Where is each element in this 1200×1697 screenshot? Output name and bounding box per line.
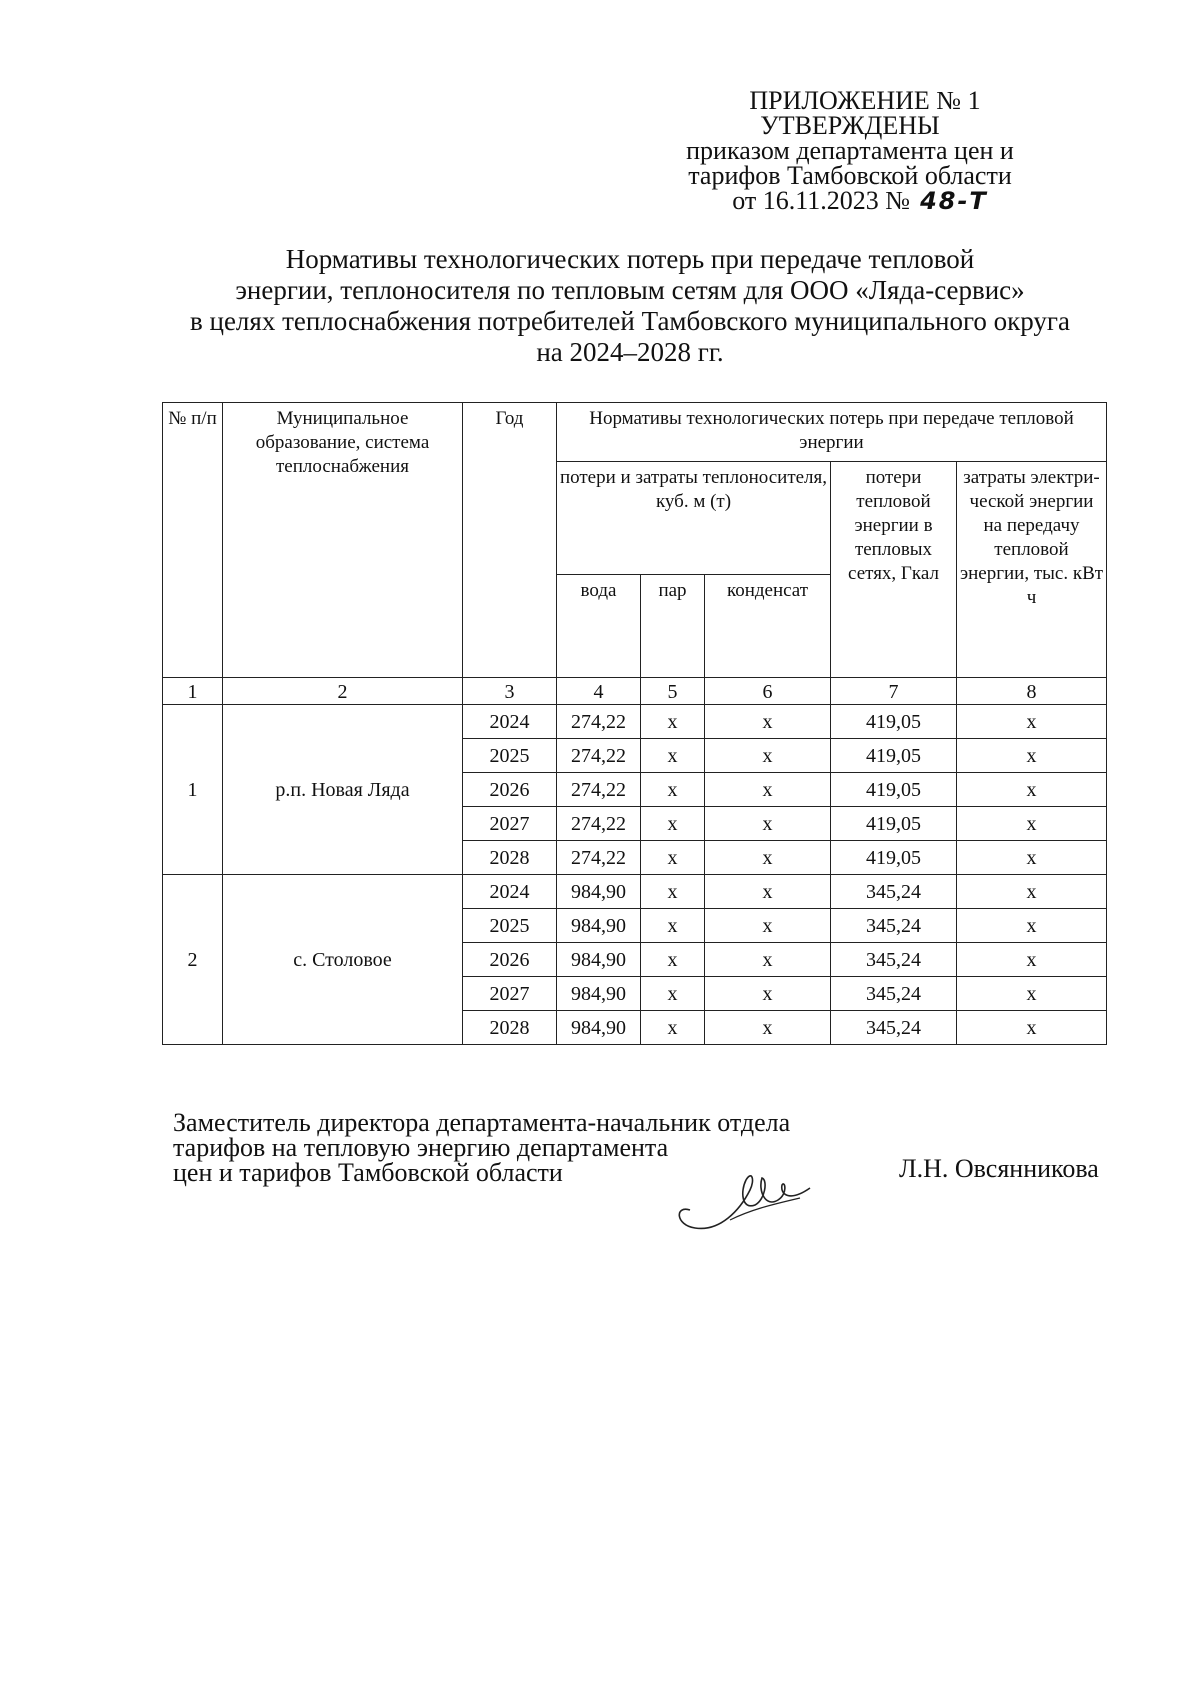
water-cell: 984,90 <box>557 943 641 977</box>
condensate-cell: х <box>705 773 831 807</box>
municipality-cell: с. Столовое <box>223 875 463 1045</box>
order-date: от 16.11.2023 № <box>732 186 911 215</box>
municipality-cell: р.п. Новая Ляда <box>223 705 463 875</box>
table-row <box>163 875 1107 909</box>
header-condensate: конденсат <box>705 575 831 678</box>
column-number-row <box>163 678 1107 705</box>
water-cell: 984,90 <box>557 875 641 909</box>
header-steam: пар <box>641 575 705 678</box>
column-number: 3 <box>463 678 557 705</box>
electric-cell: х <box>957 705 1107 739</box>
condensate-cell: х <box>705 841 831 875</box>
steam-cell: х <box>641 705 705 739</box>
signer-name: Л.Н. Овсянникова <box>899 1154 1099 1183</box>
electric-cell: х <box>957 909 1107 943</box>
approval-block <box>640 88 1060 214</box>
column-number: 6 <box>705 678 831 705</box>
annex-label: ПРИЛОЖЕНИЕ № 1 <box>749 86 981 115</box>
column-number: 2 <box>223 678 463 705</box>
heat-loss-cell: 345,24 <box>831 1011 957 1045</box>
heat-loss-cell: 419,05 <box>831 773 957 807</box>
electric-cell: х <box>957 875 1107 909</box>
steam-cell: х <box>641 1011 705 1045</box>
steam-cell: х <box>641 841 705 875</box>
year-cell: 2027 <box>463 977 557 1011</box>
water-cell: 984,90 <box>557 909 641 943</box>
electric-cell: х <box>957 841 1107 875</box>
steam-cell: х <box>641 773 705 807</box>
signature-block <box>173 1110 1133 1185</box>
year-cell: 2026 <box>463 943 557 977</box>
condensate-cell: х <box>705 1011 831 1045</box>
year-cell: 2026 <box>463 773 557 807</box>
condensate-cell: х <box>705 977 831 1011</box>
document-title <box>150 244 1110 368</box>
header-municipality: Муниципальное образование, система теплоснабжения <box>223 403 463 678</box>
header-coolant: потери и затраты теплоносителя, куб. м (т) <box>557 462 831 575</box>
steam-cell: х <box>641 807 705 841</box>
year-cell: 2025 <box>463 739 557 773</box>
steam-cell: х <box>641 909 705 943</box>
steam-cell: х <box>641 943 705 977</box>
water-cell: 274,22 <box>557 773 641 807</box>
header-electric: затраты электри-ческой энергии на передачу тепловой энергии, тыс. кВт ч <box>957 462 1107 678</box>
title-line-2: энергии, теплоносителя по тепловым сетям для ООО «Ляда-сервис» <box>235 275 1025 305</box>
header-heat-loss: потери тепловой энергии в тепловых сетях, Гкал <box>831 462 957 678</box>
electric-cell: х <box>957 1011 1107 1045</box>
water-cell: 274,22 <box>557 841 641 875</box>
water-cell: 274,22 <box>557 705 641 739</box>
steam-cell: х <box>641 977 705 1011</box>
row-number-cell: 1 <box>163 705 223 875</box>
condensate-cell: х <box>705 739 831 773</box>
year-cell: 2028 <box>463 1011 557 1045</box>
electric-cell: х <box>957 977 1107 1011</box>
heat-loss-cell: 419,05 <box>831 807 957 841</box>
handwritten-signature <box>670 1150 830 1240</box>
table-row <box>163 705 1107 739</box>
title-line-4: на 2024–2028 гг. <box>536 337 724 367</box>
water-cell: 984,90 <box>557 1011 641 1045</box>
order-line-1: приказом департамента цен и <box>686 136 1014 165</box>
electric-cell: х <box>957 773 1107 807</box>
heat-loss-cell: 345,24 <box>831 875 957 909</box>
steam-cell: х <box>641 739 705 773</box>
year-cell: 2028 <box>463 841 557 875</box>
water-cell: 274,22 <box>557 807 641 841</box>
approved-label: УТВЕРЖДЕНЫ <box>760 111 940 140</box>
column-number: 7 <box>831 678 957 705</box>
condensate-cell: х <box>705 807 831 841</box>
year-cell: 2025 <box>463 909 557 943</box>
electric-cell: х <box>957 943 1107 977</box>
year-cell: 2024 <box>463 875 557 909</box>
electric-cell: х <box>957 739 1107 773</box>
year-cell: 2027 <box>463 807 557 841</box>
steam-cell: х <box>641 875 705 909</box>
condensate-cell: х <box>705 875 831 909</box>
header-norms: Нормативы технологических потерь при передаче тепловой энергии <box>557 403 1107 462</box>
order-line-2: тарифов Тамбовской области <box>688 161 1012 190</box>
column-number: 4 <box>557 678 641 705</box>
year-cell: 2024 <box>463 705 557 739</box>
heat-loss-cell: 419,05 <box>831 841 957 875</box>
column-number: 8 <box>957 678 1107 705</box>
norms-table <box>162 402 1107 1045</box>
handwritten-order-number: 48-Т <box>920 187 988 215</box>
header-water: вода <box>557 575 641 678</box>
condensate-cell: х <box>705 909 831 943</box>
column-number: 1 <box>163 678 223 705</box>
water-cell: 274,22 <box>557 739 641 773</box>
title-line-3: в целях теплоснабжения потребителей Тамбовского муниципального округа <box>190 306 1070 336</box>
column-number: 5 <box>641 678 705 705</box>
heat-loss-cell: 345,24 <box>831 977 957 1011</box>
electric-cell: х <box>957 807 1107 841</box>
heat-loss-cell: 419,05 <box>831 705 957 739</box>
condensate-cell: х <box>705 943 831 977</box>
header-num: № п/п <box>163 403 223 678</box>
order-date-line <box>640 188 1060 214</box>
title-line-1: Нормативы технологических потерь при передаче тепловой <box>285 244 975 274</box>
signer-position-line-3: цен и тарифов Тамбовской области <box>173 1158 563 1187</box>
condensate-cell: х <box>705 705 831 739</box>
heat-loss-cell: 345,24 <box>831 909 957 943</box>
heat-loss-cell: 419,05 <box>831 739 957 773</box>
heat-loss-cell: 345,24 <box>831 943 957 977</box>
signer-position-line-1: Заместитель директора департамента-начальник отдела <box>173 1108 791 1137</box>
row-number-cell: 2 <box>163 875 223 1045</box>
signer-position-line-2: тарифов на тепловую энергию департамента <box>173 1133 669 1162</box>
header-year: Год <box>463 403 557 678</box>
water-cell: 984,90 <box>557 977 641 1011</box>
